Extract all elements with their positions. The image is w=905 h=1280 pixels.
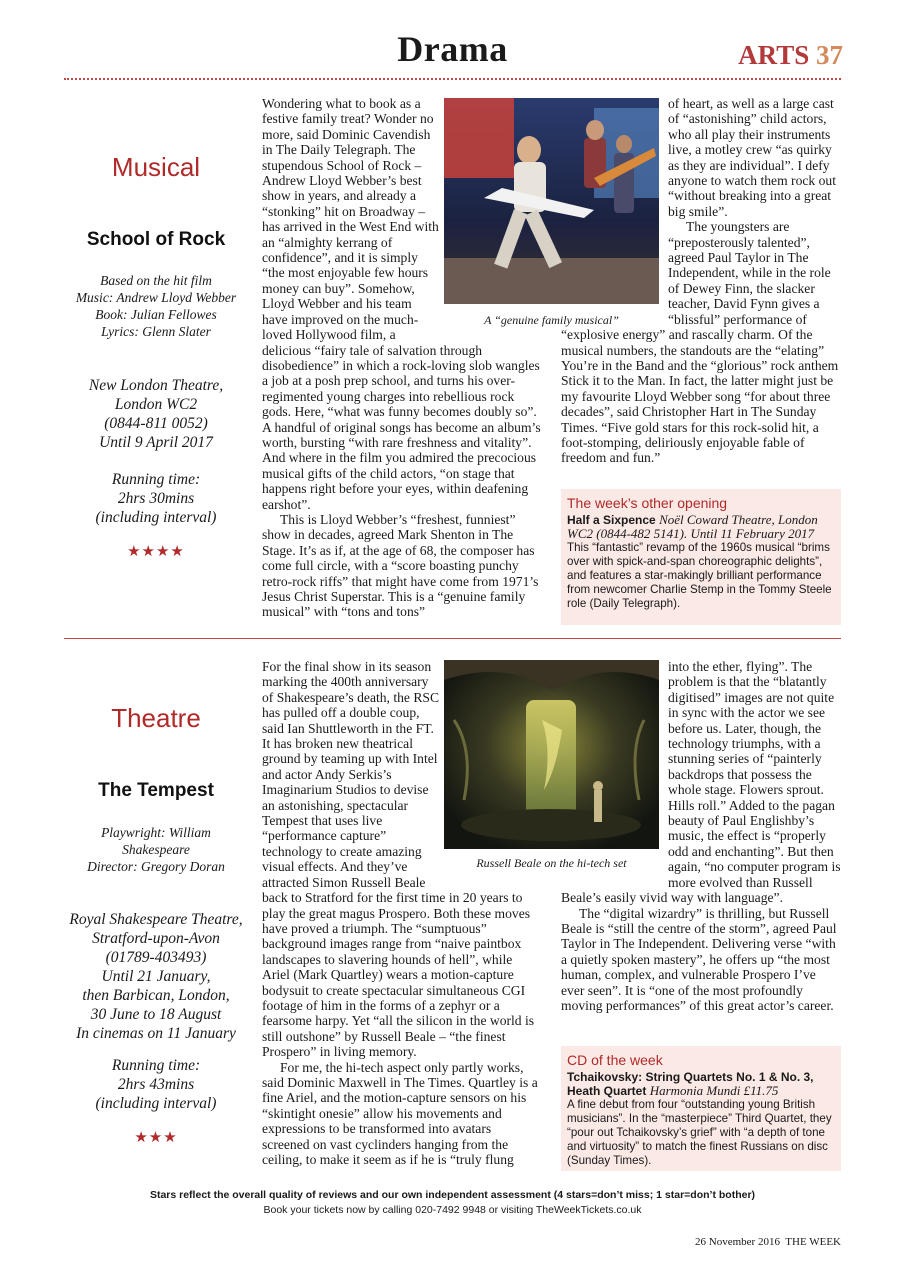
cd-of-the-week-box bbox=[561, 1046, 841, 1171]
box-show-name: Half a Sixpence bbox=[567, 513, 656, 527]
header-divider bbox=[64, 78, 841, 80]
box-cd-info bbox=[567, 1070, 835, 1098]
box-cd-name: Tchaikovsky: String Quartets No. 1 & No. 3, Heath Quartet bbox=[567, 1070, 814, 1098]
box-description: This “fantastic” revamp of the 1960s musical “brims over with spick-and-span choreographic delights”, and features a star-makingly brilliant performance from newcomer Charlie Stemp in the Tommy Steele role (Daily Telegraph). bbox=[567, 541, 832, 610]
section-title: Drama bbox=[397, 29, 508, 69]
credit-line: Book: Julian Fellowes bbox=[95, 307, 217, 322]
photo-float-spacer bbox=[440, 96, 542, 340]
paragraph: This is Lloyd Webber’s “freshest, funniest” show in decades, agreed Mark Shenton in The Stage. It’s as if, at the age of 68, the composer has come full circle, with a “score boasting punchy retro-rock riffs” that might have come from 1971’s Jesus Christ Superstar. This is a “genuine family musical” with “tons and tons” bbox=[262, 511, 539, 620]
paragraph: The youngsters are “preposterously talented”, agreed Paul Taylor in The Independent, while in the role of Dewey Finn, the slacker teacher, David Fynn gives a “blissful” performance of “explosive energy” and rascally charm. Of the musical numbers, the standouts are the “elating” You’re in the Band and the “glorious” rock anthem Stick it to the Man. In fact, the latter might just be my favourite Lloyd Webber song “for about three decades”, said Christopher Hart in The Sunday Times. “Five gold stars for this rock-solid hit, a foot-stomping, deliriously enjoyable fable of freedom and fun.” bbox=[561, 219, 839, 466]
paragraph: For the final show in its season marking the 400th anniversary of Shakespeare’s death, the RSC has pulled off a double coup, said Ian Shuttleworth in the FT. It has broken new theatrical ground by teaming up with Intel and actor Andy Serkis’s Imaginarium Studios to devise an astonishing, spectacular Tempest that uses live “performance capture” technology to create amazing visual effects. And they’ve attracted Simon Russell Beale back to Stratford for the first time in 20 years to play the great magus Prospero. Both these moves have proved a triumph. The “sumptuous” background images range from “naive paintbox landscapes to slavering hounds of hell”, while Ariel (Mark Quartley) wears a motion-capture bodysuit to create spectacular simultaneous CGI footage of him in the forms of a zephyr or a fearsome harpy. Yet “all the silicon in the world is still outshone” by Russell Beale – “the finest Prospero” in living memory. bbox=[262, 659, 535, 1060]
running-time-the-tempest bbox=[64, 1056, 248, 1113]
issue-date: 26 November 2016 bbox=[695, 1236, 780, 1248]
show-title-the-tempest: The Tempest bbox=[98, 780, 214, 801]
article-column-2-the-tempest bbox=[561, 659, 841, 1013]
running-line: (including interval) bbox=[95, 509, 217, 526]
photo-float-spacer bbox=[440, 659, 542, 875]
ticket-booking-note: Book your tickets now by calling 020-7492 9948 or visiting TheWeekTickets.co.uk bbox=[263, 1204, 642, 1216]
venue-line: Royal Shakespeare Theatre, bbox=[69, 911, 243, 928]
venue-line: Stratford-upon-Avon bbox=[92, 930, 220, 947]
box-cd-label: Harmonia Mundi £11.75 bbox=[649, 1083, 779, 1098]
publication-name: THE WEEK bbox=[785, 1236, 841, 1248]
box-heading: CD of the week bbox=[567, 1052, 663, 1068]
running-line: 2hrs 30mins bbox=[117, 490, 195, 507]
box-show-info bbox=[567, 513, 835, 541]
venue-line: 30 June to 18 August bbox=[90, 1006, 222, 1023]
star-rating-the-tempest: ★★★ bbox=[134, 1130, 178, 1146]
article-column-2-school-of-rock bbox=[561, 96, 841, 466]
running-line: Running time: bbox=[111, 471, 201, 488]
paragraph: For me, the hi-tech aspect only partly works, said Dominic Maxwell in The Times. Quartley is a fine Ariel, and the motion-capture sensors on his “skintight onesie” allow his movements and expressions to be transformed into avatars screened on vast cyclinders hanging from the ceiling, to make it seem as if he is “truly flung bbox=[262, 1059, 538, 1167]
venue-line: Until 21 January, bbox=[101, 968, 211, 985]
show-title-school-of-rock: School of Rock bbox=[86, 229, 226, 250]
venue-the-tempest bbox=[64, 910, 248, 1043]
credit-line: Playwright: William bbox=[101, 825, 211, 840]
running-line: (including interval) bbox=[95, 1095, 217, 1112]
arts-label: ARTS bbox=[738, 40, 810, 70]
page-number: 37 bbox=[816, 40, 843, 70]
box-show-venue: Noël Coward Theatre, London WC2 (0844-482 5141). Until 11 February 2017 bbox=[567, 512, 818, 541]
genre-label-musical: Musical bbox=[111, 152, 201, 182]
page-footer bbox=[695, 1236, 841, 1248]
running-time-school-of-rock bbox=[64, 470, 248, 527]
venue-line: In cinemas on 11 January bbox=[76, 1025, 236, 1042]
photo-caption-the-tempest: Russell Beale on the hi-tech set bbox=[476, 856, 627, 870]
credit-line: Director: Gregory Doran bbox=[87, 859, 225, 874]
credit-line: Music: Andrew Lloyd Webber bbox=[75, 290, 237, 305]
paragraph: Wondering what to book as a festive family treat? Wonder no more, said Dominic Cavendish in The Daily Telegraph. The stupendous School of Rock – Andrew Lloyd Webber’s best show in years, and already a “stonking” hit on Broadway – has arrived in the West End with an “almighty kerrang of confidence”, and it is simply “the most enjoyable few hours money can buy”. Somehow, Lloyd Webber and his team have improved on the much-loved Hollywood film, a delicious “fairy tale of salvation through disobedience” in which a rock-loving slob wangles a job at a posh prep school, and turns his over-regimented young charges into rebellious rock gods. Here, “what was funny becomes doubly so”. A handful of original songs has become an album’s worth, bursting “with rare freshness and vitality”. And where in the film you admired the precocious musical gifts of the child actors, “on stage that happens right before your eyes, within deafening earshot”. bbox=[262, 96, 541, 512]
credits-the-tempest bbox=[64, 824, 248, 875]
paragraph: of heart, as well as a large cast of “astonishing” child actors, who all play their instruments live, a motley crew “as quirky as they are individual”. I defy anyone to watch them rock out “without breaking into a great big smile”. bbox=[668, 96, 836, 219]
venue-line: Until 9 April 2017 bbox=[99, 434, 213, 451]
credit-line: Based on the hit film bbox=[100, 273, 212, 288]
venue-school-of-rock bbox=[64, 376, 248, 452]
box-description: A fine debut from four “outstanding young British musicians”. In the “masterpiece” Third Quartet, they “pour out Tchaikovsky’s grief” with “a depth of tone and virtuosity” to match the finest Russians on disc (Sunday Times). bbox=[567, 1098, 832, 1167]
photo-float-spacer bbox=[561, 659, 668, 875]
genre-label-theatre: Theatre bbox=[111, 703, 201, 733]
venue-line: London WC2 bbox=[114, 396, 198, 413]
running-line: Running time: bbox=[111, 1057, 201, 1074]
article-column-1-the-tempest bbox=[262, 659, 542, 1167]
venue-line: (01789-403493) bbox=[105, 949, 207, 966]
venue-line: New London Theatre, bbox=[88, 377, 224, 394]
other-opening-box bbox=[561, 489, 841, 625]
article-column-1-school-of-rock bbox=[262, 96, 542, 620]
credit-line: Shakespeare bbox=[122, 842, 190, 857]
running-line: 2hrs 43mins bbox=[117, 1076, 195, 1093]
photo-caption-school-of-rock: A “genuine family musical” bbox=[484, 313, 619, 327]
page-label bbox=[738, 40, 843, 71]
box-heading: The week’s other opening bbox=[567, 495, 728, 511]
section-divider bbox=[64, 638, 841, 639]
venue-line: (0844-811 0052) bbox=[104, 415, 208, 432]
stars-explanation-note: Stars reflect the overall quality of reviews and our own independent assessment (4 stars=don’t miss; 1 star=don’t bother) bbox=[149, 1189, 756, 1201]
paragraph: into the ether, flying”. The problem is that the “blatantly digitised” images are not quite in sync with the actor we see before us. Later, though, the technology triumphs, with a stunning series of “painterly backdrops that possess the whole stage. Flowers sprout. Hills roll.” Added to the pagan beauty of Paul Englishby’s music, the effect is “properly odd and enchanting”. But then again, “no computer program is more evolved than Russell Beale’s easily vivid way with language”. bbox=[561, 659, 841, 906]
credits-school-of-rock bbox=[64, 272, 248, 340]
star-rating-school-of-rock: ★★★★ bbox=[127, 544, 185, 560]
venue-line: then Barbican, London, bbox=[82, 987, 230, 1004]
paragraph: The “digital wizardry” is thrilling, but Russell Beale is “still the centre of the storm”, agreed Paul Taylor in The Independent. Delivering verse “with a quietly spoken mastery”, he offers up “the most human, complex, and vulnerable Prospero I’ve ever seen”. It is “one of the most profoundly moving performances” of this great actor’s career. bbox=[561, 905, 837, 1013]
credit-line: Lyrics: Glenn Slater bbox=[101, 324, 211, 339]
photo-float-spacer bbox=[561, 96, 668, 326]
